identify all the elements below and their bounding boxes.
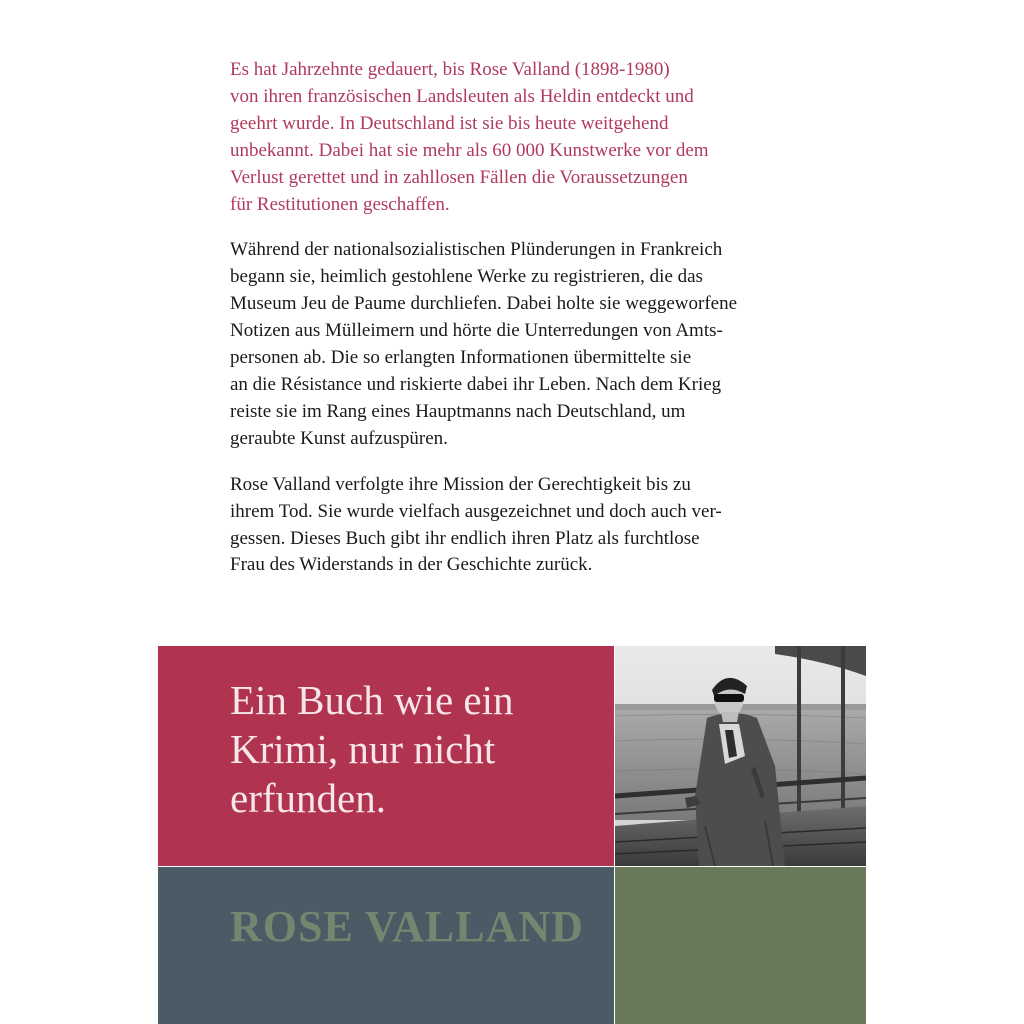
- title-panel: [158, 867, 614, 1024]
- intro-paragraph: Es hat Jahrzehnte gedauert, bis Rose Valland (1898-1980) von ihren französischen Landsleuten als Heldin entdeckt und geehrt wurde. In Deutschland ist sie bis heute weitgehend unbekannt. Dabei hat sie mehr als 60 000 Kunstwerke vor dem Verlust gerettet und in zahllosen Fällen die Voraussetzungen für Restitutionen geschaffen.: [230, 59, 709, 215]
- body-paragraph-3: Rose Valland verfolgte ihre Mission der Gerechtigkeit bis zu ihrem Tod. Sie wurde vielfach ausgezeichnet und doch auch ver- gessen. Dieses Buch gibt ihr endlich ihren Platz als furchtlose Frau des Widerstands in der Geschichte zurück.: [230, 473, 722, 576]
- green-panel: [615, 867, 866, 1024]
- body-paragraph-2: Während der nationalsozialistischen Plünderungen in Frankreich begann sie, heimlich gestohlene Werke zu registrieren, die das Museum Jeu de Paume durchliefen. Dabei holte sie weggeworfene Notizen aus Mülleimern und hörte die Unterredungen von Amts- personen ab. Die so erlangten Informationen übermittelte sie an die Résistance und riskierte dabei ihr Leben. Nach dem Krieg reiste sie im Rang eines Hauptmanns nach Deutschland, um geraubte Kunst aufzuspüren.: [230, 239, 738, 449]
- stamp-title: ROSE VALLAND: [230, 902, 584, 951]
- portrait-photo: [615, 646, 866, 866]
- tagline: Ein Buch wie ein Krimi, nur nicht erfunden.: [230, 677, 514, 821]
- tagline-panel: [158, 646, 614, 866]
- portrait-photo-image: [615, 646, 866, 866]
- blurb-text: [230, 57, 830, 598]
